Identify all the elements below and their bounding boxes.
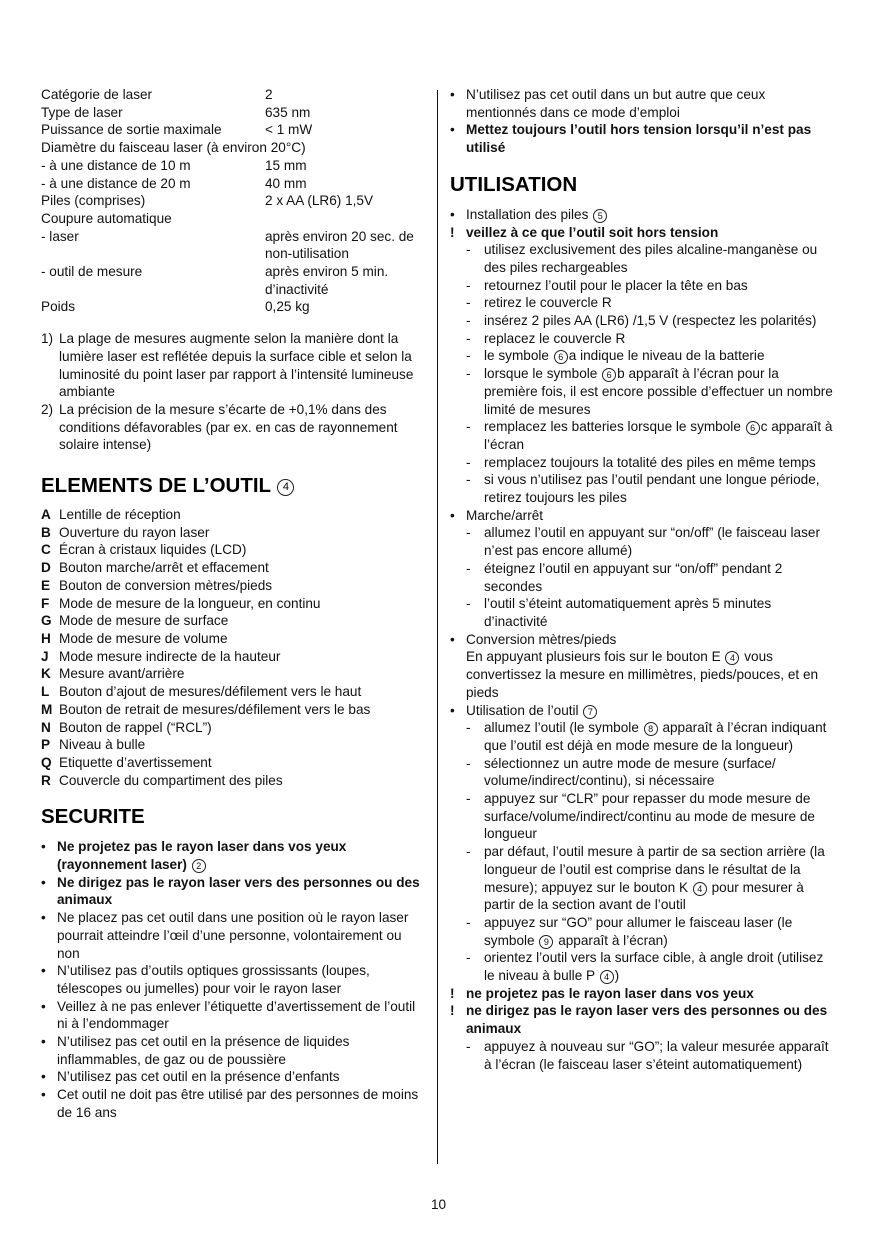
element-text: Bouton de retrait de mesures/défilement vers le bas [59,701,371,717]
spec-value: 2 x AA (LR6) 1,5V [265,193,374,209]
sub-item-text [484,719,836,754]
sub-item [450,790,836,843]
dash: - [466,791,471,807]
bullet: • [450,702,455,718]
list-item [41,874,427,909]
footnote-number: 2) [41,401,54,417]
securite-heading: SECURITE [41,805,145,829]
dash: - [466,1038,471,1054]
spec-label: Poids [41,299,76,315]
list-item-text: N’utilisez pas cet outil dans un but autre que ceux mentionnés dans ce mode d’emploi [466,87,766,120]
figure-ref-icon: 6 [602,368,616,382]
element-letter: K [41,666,51,682]
sub-item-text: l’outil s’éteint automatiquement après 5 minutes d’inactivité [484,596,772,629]
dash: - [466,596,471,612]
spec-row [41,263,427,298]
securite-list [41,838,427,1121]
warning-text: ne projetez pas le rayon laser dans vos yeux [466,985,754,1001]
text-part: remplacez les batteries lorsque le symbole [484,419,741,435]
dash: - [466,366,471,382]
spec-label: Catégorie de laser [41,87,153,102]
element-item [41,754,427,772]
spec-value: après environ 20 sec. de non-utilisation [265,228,414,262]
spec-row [41,104,427,122]
sub-item-text [484,843,836,914]
bullet: • [41,963,46,979]
sub-item [450,330,836,348]
footnote-text: La plage de mesures augmente selon la manière dont la lumière laser est reflétée depuis la surface cible et selon la luminosité du point laser par rapport à l’intensité lumineuse ambiante [59,331,414,400]
text-part: b apparaît à l’écran pour la première fois, il est encore possible d’effectuer un nombre limité de mesures [484,366,833,417]
warning-icon: ! [450,1003,455,1019]
spec-value: 2 [265,87,273,102]
bullet: • [41,1069,46,1085]
sub-item [450,914,836,949]
element-text: Etiquette d’avertissement [59,754,212,770]
sub-item [450,365,836,418]
dash: - [466,313,471,329]
spec-row [41,175,427,193]
text-part: apparaît à l’écran) [558,932,668,948]
sub-item [450,719,836,754]
spec-value: 15 mm [265,157,307,173]
element-item [41,648,427,666]
spec-label: Diamètre du faisceau laser (à environ 20°C) [41,140,306,156]
sub-item [450,595,836,630]
element-text: Écran à cristaux liquides (LCD) [59,542,247,558]
dash: - [466,755,471,771]
sub-item-text [484,365,836,418]
spec-label: Coupure automatique [41,210,172,226]
list-item [41,838,427,873]
list-item [450,206,836,224]
element-item [41,524,427,542]
element-item [41,541,427,559]
dash: - [466,348,471,364]
figure-ref-icon: 9 [539,935,553,949]
element-letter: E [41,577,51,593]
spec-row [41,298,427,316]
sub-item-text: replacez le couvercle R [484,330,626,346]
element-text: Bouton de conversion mètres/pieds [59,577,273,593]
sub-item-text: si vous n’utilisez pas l’outil pendant une longue période, retirez toujours les piles [484,472,820,506]
text-part: par défaut, l’outil mesure à partir de sa section arrière (la longueur de l’outil est comprise dans le résultat de la mesure); appuyez sur le bouton K [484,844,825,895]
list-item [41,1086,427,1121]
figure-ref-icon: 7 [583,705,597,719]
section-title: Installation des piles [466,206,589,222]
text-part: ) [614,968,620,984]
right-column [450,86,836,1073]
element-item [41,719,427,737]
element-item [41,630,427,648]
spec-value: 0,25 kg [265,299,310,315]
dash: - [466,472,471,488]
footnote-text: La précision de la mesure s’écarte de +0,1% dans des conditions défavorables (par ex. en cas de rayonnement solaire intense) [59,401,398,453]
dash: - [466,720,471,736]
warning-item [450,1002,836,1037]
dash: - [466,454,471,470]
sub-item-text: appuyez à nouveau sur “GO”; la valeur mesurée apparaît à l’écran (le faisceau laser s’éteint automatiquement) [484,1038,829,1072]
figure-ref-icon: 6 [746,421,760,435]
sub-item [450,277,836,295]
dash: - [466,844,471,860]
element-item [41,683,427,701]
element-item [41,577,427,595]
dash: - [466,242,471,258]
utilisation-heading: UTILISATION [450,172,578,196]
figure-ref-icon: 4 [277,479,294,496]
sub-item-text [484,914,836,949]
dash: - [466,277,471,293]
list-item-text: Cet outil ne doit pas être utilisé par des personnes de moins de 16 ans [57,1087,419,1120]
spec-row [41,228,427,263]
sub-item-text: retournez l’outil pour le placer la tête en bas [484,277,748,293]
figure-ref-icon: 4 [693,882,707,896]
list-item-text: N’utilisez pas d’outils optiques grossissants (loupes, télescopes ou jumelles) pour voir le rayon laser [57,963,370,996]
spec-label: Type de laser [41,104,123,120]
element-text: Lentille de réception [59,507,181,523]
spec-row [41,139,427,157]
spec-label: - laser [41,228,79,244]
element-letter: M [41,701,53,717]
element-item [41,701,427,719]
text-part: orientez l’outil vers la surface cible, à angle droit (utilisez le niveau à bulle P [484,950,824,984]
text-part: a indique le niveau de la batterie [568,348,765,364]
element-letter: L [41,684,50,700]
list-item [41,1033,427,1068]
section-title: Conversion mètres/pieds [466,631,617,647]
element-text: Bouton d’ajout de mesures/défilement vers le haut [59,684,362,700]
spec-row [41,210,427,228]
bullet: • [450,122,455,138]
sub-item [450,755,836,790]
sub-item-text: retirez le couvercle R [484,295,612,311]
spec-label: - à une distance de 10 m [41,157,191,173]
element-letter: G [41,613,52,629]
text-part: En appuyant plusieurs fois sur le bouton E [466,649,721,665]
sub-item-text: éteignez l’outil en appuyant sur “on/off” pendant 2 secondes [484,560,783,594]
list-item [41,1068,427,1086]
bullet: • [41,839,46,855]
list-item [41,998,427,1033]
page-number: 10 [430,1197,447,1212]
bullet: • [41,1087,46,1103]
text-part: apparaît à l’écran indiquant que l’outil est déjà en mode mesure de la longueur) [484,720,827,753]
warning-icon: ! [450,985,455,1001]
bullet: • [41,874,46,890]
sub-item-text: remplacez toujours la totalité des piles en même temps [484,454,816,470]
bullet: • [450,631,455,647]
spec-value: 635 nm [265,104,311,120]
text-part: vous convertissez la mesure en millimètres, pieds/pouces, et en pieds [466,649,819,700]
list-item [450,631,836,649]
paragraph [450,648,836,701]
dash: - [466,330,471,346]
element-text: Mode de mesure de volume [59,630,228,646]
sub-item [450,418,836,453]
text-part: lorsque le symbole [484,366,598,382]
sub-item-text: sélectionnez un autre mode de mesure (surface/ volume/indirect/continu), si nécessaire [484,755,776,789]
footnotes [41,330,427,454]
elements-list [41,506,427,789]
spec-label: Piles (comprises) [41,193,146,209]
section-title: Utilisation de l’outil [466,702,579,718]
list-item-text: Veillez à ne pas enlever l’étiquette d’avertissement de l’outil ni à l’endommager [57,998,416,1032]
list-item-text [57,838,427,873]
element-text: Mode de mesure de surface [59,613,229,629]
element-letter: D [41,560,51,576]
figure-ref-icon: 8 [644,722,658,736]
list-item [41,909,427,962]
figure-ref-icon: 5 [593,209,607,223]
spec-value: après environ 5 min. d’inactivité [265,264,389,297]
warning-icon: ! [450,224,455,240]
element-item [41,506,427,524]
sub-item [450,347,836,365]
element-letter: H [41,630,51,646]
sub-item-text: utilisez exclusivement des piles alcaline-manganèse ou des piles rechargeables [484,242,818,275]
sub-item-text: appuyez sur “CLR” pour repasser du mode mesure de surface/volume/indirect/continu au mode de mesure de longueur [484,791,815,842]
sub-item [450,560,836,595]
spec-value: < 1 mW [265,122,313,138]
spec-label: - outil de mesure [41,264,143,280]
element-item [41,612,427,630]
element-text: Mode de mesure de la longueur, en continu [59,595,321,611]
list-item [450,702,836,720]
element-item [41,665,427,683]
figure-ref-icon: 4 [725,651,739,665]
element-letter: A [41,507,51,523]
elements-heading [41,474,427,498]
element-item [41,772,427,790]
element-letter: B [41,524,51,540]
spec-row [41,121,427,139]
bullet: • [41,910,46,926]
element-text: Bouton de rappel (“RCL”) [59,719,212,735]
element-text: Couvercle du compartiment des piles [59,772,283,788]
sub-item [450,312,836,330]
spec-table [41,86,427,316]
element-letter: Q [41,754,52,770]
spec-row [41,192,427,210]
element-letter: J [41,648,49,664]
figure-ref-icon: 4 [600,970,614,984]
list-item [41,962,427,997]
sub-item [450,1038,836,1073]
sub-item-text: insérez 2 piles AA (LR6) /1,5 V (respectez les polarités) [484,313,817,329]
section-title: Marche/arrêt [466,507,544,523]
dash: - [466,560,471,576]
footnote [41,401,427,454]
list-item-text: N’utilisez pas cet outil en la présence d’enfants [57,1069,340,1085]
element-item [41,559,427,577]
warning-text: ne dirigez pas le rayon laser vers des personnes ou des animaux [466,1003,828,1037]
list-item [450,86,836,121]
sub-item [450,471,836,506]
element-letter: F [41,595,50,611]
element-letter: R [41,772,51,788]
list-item-text [466,206,836,224]
warning-text: veillez à ce que l’outil soit hors tension [466,224,719,240]
bullet: • [450,87,455,102]
element-item [41,736,427,754]
footnote [41,330,427,401]
list-item-text: Mettez toujours l’outil hors tension lorsqu’il n’est pas utilisé [466,122,812,156]
spec-label: Puissance de sortie maximale [41,122,222,138]
bullet: • [41,998,46,1014]
text-part: le symbole [484,348,549,364]
list-item-text: Ne placez pas cet outil dans une position où le rayon laser pourrait atteindre l’œil d’une personne, volontairement ou non [57,910,409,961]
sub-item [450,843,836,914]
sub-item-text: allumez l’outil en appuyant sur “on/off” (le faisceau laser n’est pas encore allumé) [484,525,820,559]
sub-item [450,524,836,559]
element-letter: P [41,737,51,753]
dash: - [466,419,471,435]
bullet: • [450,507,455,523]
dash: - [466,295,471,311]
figure-ref-icon: 2 [192,859,206,873]
element-item [41,595,427,613]
list-item-text [466,702,836,720]
list-item-text: Ne dirigez pas le rayon laser vers des personnes ou des animaux [57,874,420,908]
spec-row [41,86,427,104]
sub-item-text [484,418,836,453]
dash: - [466,950,471,966]
footnote-number: 1) [41,331,54,347]
spec-label: - à une distance de 20 m [41,175,191,191]
element-letter: N [41,719,51,735]
dash: - [466,525,471,541]
left-column [41,86,427,1122]
text-part: c apparaît à l’écran [484,419,833,452]
figure-ref-icon: 6 [554,350,568,364]
element-text: Bouton marche/arrêt et effacement [59,560,269,576]
list-item [450,121,836,156]
warning-item [450,224,836,242]
text-part: pour mesurer à partir de la section avant de l’outil [484,879,804,913]
elements-title: ELEMENTS DE L’OUTIL [41,474,271,498]
text-part: appuyez sur “GO” pour allumer le faisceau laser (le symbole [484,914,793,948]
warning-item [450,985,836,1003]
sub-item [450,949,836,984]
sub-item [450,294,836,312]
text-part: allumez l’outil (le symbole [484,720,639,736]
element-text: Mode mesure indirecte de la hauteur [59,648,281,664]
sub-item [450,454,836,472]
list-item-text: N’utilisez pas cet outil en la présence de liquides inflammables, de gaz ou de poussière [57,1034,350,1067]
list-item [450,507,836,525]
bullet: • [450,206,455,222]
spec-value: 40 mm [265,175,307,191]
bullet: • [41,1034,46,1050]
element-text: Ouverture du rayon laser [59,524,210,540]
dash: - [466,914,471,930]
securite-text: Ne projetez pas le rayon laser dans vos yeux (rayonnement laser) [57,839,347,873]
column-divider [437,90,438,1164]
sub-item [450,241,836,276]
element-text: Mesure avant/arrière [59,666,185,682]
sub-item-text [484,949,836,984]
element-text: Niveau à bulle [59,737,146,753]
sub-item-text [484,347,836,365]
element-letter: C [41,542,51,558]
spec-row [41,157,427,175]
